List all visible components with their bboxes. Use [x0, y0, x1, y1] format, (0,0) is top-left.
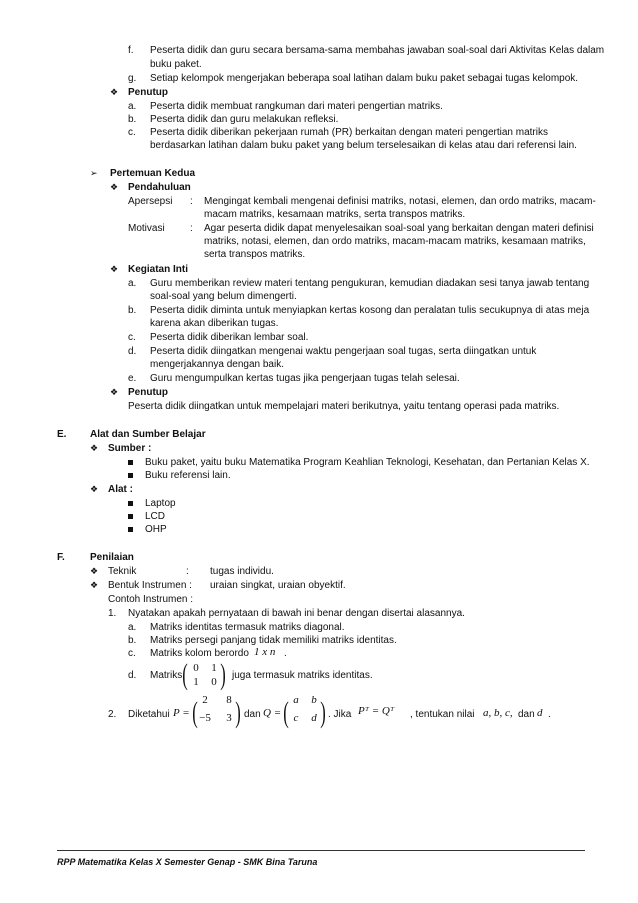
item-label: b.	[128, 635, 137, 646]
footer-divider	[57, 850, 585, 851]
question-number: 2.	[108, 709, 117, 720]
contoh-instrumen: Contoh Instrumen :	[108, 594, 194, 605]
item-text: Setiap kelompok mengerjakan beberapa soal latihan dalam buku paket sebagai tugas kelompok.	[150, 73, 579, 84]
math-vars: a, b, c,	[483, 707, 513, 719]
diamond-bullet-icon: ❖	[110, 387, 119, 397]
question-text: Diketahui	[128, 709, 170, 720]
motivasi-label: Motivasi	[128, 223, 165, 234]
bentuk-value: uraian singkat, uraian obyektif.	[210, 580, 346, 591]
question-text: Nyatakan apakah pernyataan di bawah ini benar dengan disertai alasannya.	[128, 608, 465, 619]
item-label: a.	[128, 278, 137, 289]
list-item: OHP	[145, 524, 167, 535]
item-text: Peserta didik diingatkan mengenai waktu pengerjaan soal tugas, serta diingatkan untuk	[150, 346, 537, 357]
matrix-cell: a	[293, 694, 299, 706]
heading-pendahuluan: Pendahuluan	[128, 182, 191, 193]
right-parenthesis: )	[235, 696, 241, 729]
right-parenthesis: )	[320, 696, 326, 729]
matrix-cell: 0	[193, 662, 199, 674]
square-bullet-icon	[128, 523, 133, 536]
heading-penutup: Penutup	[128, 387, 168, 398]
item-text: soal-soal yang belum dimengerti.	[150, 291, 297, 302]
item-text: Peserta didik diberikan pekerjaan rumah (PR) berkaitan dengan materi pengertian matriks	[150, 127, 548, 138]
motivasi-text: matriks, notasi, elemen, dan ordo matriks, macam-macam matriks, kesamaan matriks,	[204, 236, 586, 247]
item-label: c.	[128, 332, 136, 343]
item-text: Matriks kolom berordo	[150, 648, 249, 659]
item-text: Peserta didik diberikan lembar soal.	[150, 332, 309, 343]
item-tail: .	[284, 648, 287, 659]
math-Q: Q =	[263, 707, 282, 719]
heading-sumber: Sumber :	[108, 443, 152, 454]
matrix-cell: −5	[199, 712, 211, 724]
square-bullet-icon	[128, 469, 133, 482]
matrix-cell: c	[293, 712, 299, 724]
matrix-cell: 3	[226, 712, 232, 724]
list-item: LCD	[145, 511, 166, 522]
matrix-cell: d	[311, 712, 317, 724]
list-item: Buku paket, yaitu buku Matematika Program Keahlian Teknologi, Kesehatan, dan Pertanian Kelas X.	[145, 457, 590, 468]
item-text: Guru mengumpulkan kertas tugas jika pengerjaan tugas telah selesai.	[150, 373, 460, 384]
penutup-text: Peserta didik diingatkan untuk mempelajari materi berikutnya, yaitu tentang operasi pada matriks.	[128, 401, 560, 412]
left-parenthesis: (	[192, 696, 198, 729]
math-d: d	[537, 707, 543, 719]
item-label: d.	[128, 670, 137, 681]
item-text: Peserta didik membuat rangkuman dari materi pengertian matriks.	[150, 101, 443, 112]
item-label: a.	[128, 101, 137, 112]
item-text: berdasarkan latihan dalam buku paket yang belum terselesaikan di kelas atau dari referensi lain.	[150, 140, 577, 151]
apersepsi-text: macam matriks, kesamaan matriks, serta transpos matriks.	[204, 209, 466, 220]
item-text: karena akan diberikan tugas.	[150, 318, 279, 329]
matrix-cell: 0	[211, 676, 217, 688]
math-transpose-equation: Pᵀ = Qᵀ	[358, 705, 395, 717]
item-label: e.	[128, 373, 137, 384]
colon: :	[186, 566, 189, 577]
page-footer: RPP Matematika Kelas X Semester Genap - SMK Bina Taruna	[57, 857, 318, 867]
square-bullet-icon	[128, 456, 133, 469]
matrix-cell: 1	[211, 662, 217, 674]
section-letter: F.	[57, 552, 65, 563]
list-item: Buku referensi lain.	[145, 470, 231, 481]
motivasi-text: serta transpos matriks.	[204, 249, 306, 260]
math-P: P =	[173, 707, 190, 719]
item-text: Matriks persegi panjang tidak memiliki matriks identitas.	[150, 635, 397, 646]
text-dan: dan	[518, 709, 535, 720]
matrix-cell: 8	[226, 694, 232, 706]
item-text: Matriks	[150, 670, 183, 681]
text-dan: dan	[244, 709, 261, 720]
diamond-bullet-icon: ❖	[90, 566, 99, 576]
colon: :	[190, 196, 193, 207]
matrix-cell: b	[311, 694, 317, 706]
square-bullet-icon	[128, 510, 133, 523]
item-label: a.	[128, 622, 137, 633]
apersepsi-text: Mengingat kembali mengenai definisi matriks, notasi, elemen, dan ordo matriks, macam-	[204, 196, 596, 207]
motivasi-text: Agar peserta didik dapat menyelesaikan soal-soal yang berkaitan dengan materi definisi	[204, 223, 594, 234]
matrix-cell: 1	[193, 676, 199, 688]
text-tentukan: , tentukan nilai	[410, 709, 475, 720]
matrix-cell: 2	[202, 694, 208, 706]
diamond-bullet-icon: ❖	[110, 264, 119, 274]
right-parenthesis: )	[220, 658, 226, 691]
text-period: .	[548, 709, 551, 720]
item-tail: juga termasuk matriks identitas.	[232, 670, 373, 681]
section-letter: E.	[57, 429, 67, 440]
item-text: Peserta didik diminta untuk menyiapkan kertas kosong dan peralatan tulis secukupnya di atas meja	[150, 305, 590, 316]
item-text: mengerjakannya dengan baik.	[150, 359, 284, 370]
left-parenthesis: (	[182, 658, 188, 691]
heading-kegiatan-inti: Kegiatan Inti	[128, 264, 189, 275]
left-parenthesis: (	[283, 696, 289, 729]
colon: :	[190, 223, 193, 234]
heading-pertemuan-kedua: Pertemuan Kedua	[110, 168, 196, 179]
diamond-bullet-icon: ❖	[90, 443, 99, 453]
list-item: Laptop	[145, 498, 176, 509]
section-title: Penilaian	[90, 552, 134, 563]
item-text: Matriks identitas termasuk matriks diagonal.	[150, 622, 345, 633]
teknik-label: Teknik	[108, 566, 137, 577]
item-label: c.	[128, 648, 136, 659]
item-text: Peserta didik dan guru secara bersama-sama membahas jawaban soal-soal dari Aktivitas Kelas dalam	[150, 45, 605, 56]
item-text: Guru memberikan review materi tentang pengukuran, kemudian diadakan sesi tanya jawab tentang	[150, 278, 590, 289]
diamond-bullet-icon: ❖	[90, 484, 99, 494]
heading-penutup: Penutup	[128, 87, 168, 98]
diamond-bullet-icon: ❖	[110, 87, 119, 97]
arrow-bullet-icon: ➢	[90, 168, 98, 178]
section-title: Alat dan Sumber Belajar	[90, 429, 206, 440]
item-text: buku paket.	[150, 59, 202, 70]
item-label: g.	[128, 73, 137, 84]
heading-alat: Alat :	[108, 484, 133, 495]
item-label: f.	[128, 45, 134, 56]
question-number: 1.	[108, 608, 117, 619]
item-label: d.	[128, 346, 137, 357]
apersepsi-label: Apersepsi	[128, 196, 173, 207]
diamond-bullet-icon: ❖	[110, 182, 119, 192]
text-jika: . Jika	[328, 709, 352, 720]
square-bullet-icon	[128, 497, 133, 510]
bentuk-label: Bentuk Instrumen :	[108, 580, 192, 591]
item-label: b.	[128, 114, 137, 125]
teknik-value: tugas individu.	[210, 566, 274, 577]
item-label: c.	[128, 127, 136, 138]
item-label: b.	[128, 305, 137, 316]
item-text: Peserta didik dan guru melakukan refleksi.	[150, 114, 339, 125]
diamond-bullet-icon: ❖	[90, 580, 99, 590]
math-order: 1 x n	[254, 646, 276, 658]
